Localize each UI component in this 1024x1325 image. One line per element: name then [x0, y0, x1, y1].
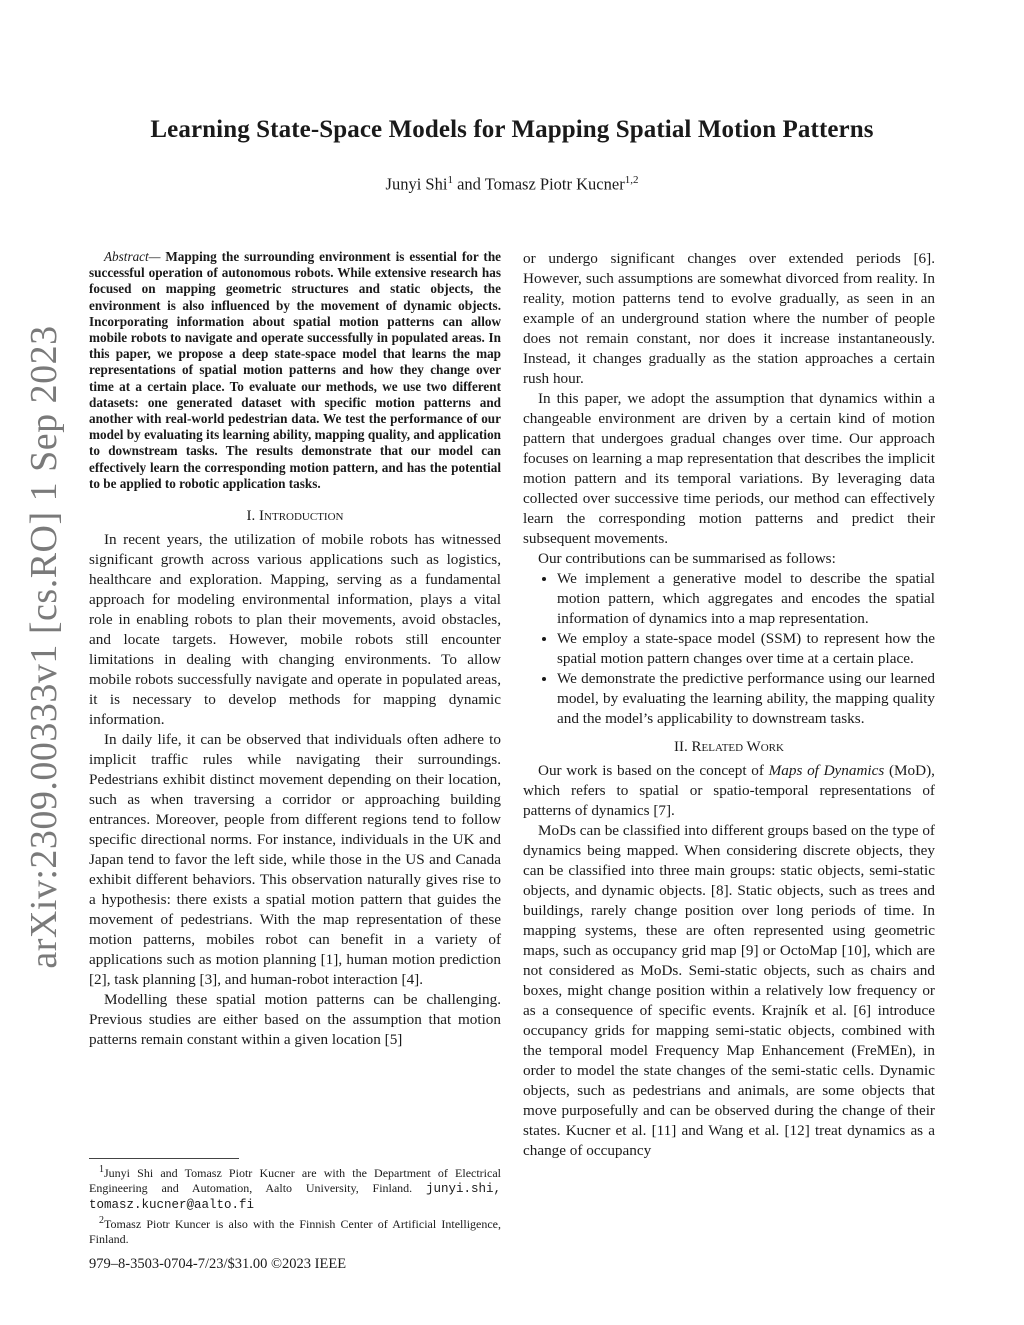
related-p1-pre: Our work is based on the concept of — [538, 762, 764, 779]
author-1-name: Junyi Shi — [385, 174, 448, 194]
footnote-1 — [89, 1162, 501, 1213]
footnote-rule — [89, 1158, 239, 1159]
intro-paragraph-4: In this paper, we adopt the assumption that dynamics within a changeable environment are driven by a certain kind of motion pattern that undergoes gradual changes over time. Our approach focuses on learning a map representation that describes the implicit motion pattern and its temporal variations. By leveraging data collected over successive time periods, our method can effectively learn the corresponding motion patterns and predict their subsequent movements. — [523, 390, 935, 547]
paper-title: Learning State-Space Models for Mapping Spatial Motion Patterns — [150, 116, 874, 143]
intro-paragraph-3: Modelling these spatial motion patterns can be challenging. Previous studies are either based on the assumption that motion patterns remain constant within a given location [5] — [89, 991, 501, 1049]
related-paragraph-2: MoDs can be classified into different groups based on the type of dynamics being mapped. When considering discrete objects, they can be classified into three main groups: static objects, semi-static objects, and dynamic objects. [8]. Static objects, such as trees and buildings, rarely change position over long periods of time. In mapping systems, these are often represented using geometric maps, such as occupancy grid map [9] or OctoMap [10], which are not considered as MoDs. Semi-static objects, such as chairs and boxes, might change position within a relatively low frequency or as a consequence of specific events. Krajník et al. [6] introduce occupancy grids for mapping semi-static objects, combined with the temporal model Frequency Map Enhancement (FreMEn), in order to model the state changes of the semi-static cells. Dynamic objects, such as pedestrians and animals, are some objects that move purposefully and can be observed during the change of their states. Kucner et al. [11] and Wang et al. [12] treat dynamics as a change of occupancy — [523, 822, 935, 1159]
right-column — [523, 249, 935, 1161]
author-line — [0, 174, 1024, 195]
footnote-2 — [89, 1213, 501, 1247]
abstract-text: Mapping the surrounding environment is essential for the successful operation of autonomous robots. While extensive research has focused on mapping geometric structures and static objects, the environment is also influenced by the movement of dynamic objects. Incorporating information about spatial motion patterns can allow mobile robots to navigate and operate successfully in populated areas. In this paper, we propose a deep state-space model that learns the map representations of spatial motion patterns and how they change over time at a certain place. To evaluate our methods, we use two different datasets: one generated dataset with specific motion patterns and another with real-world pedestrian data. We test the performance of our model by evaluating its learning ability, mapping quality, and application to downstream tasks. The results demonstrate that our model can effectively learn the corresponding motion pattern, and has the potential to be applied to robotic application tasks. — [89, 249, 502, 491]
copyright-notice: 979–8-3503-0704-7/23/$31.00 ©2023 IEEE — [89, 1256, 347, 1272]
arxiv-stamp: arXiv:2309.00333v1 [cs.RO] 1 Sep 2023 — [23, 325, 65, 969]
footnote-1-mark: 1 — [99, 1164, 104, 1175]
intro-paragraph-1: In recent years, the utilization of mobile robots has witnessed significant growth across various applications such as logistics, healthcare and exploration. Mapping, serving as a fundamental approach for modeling environmental information, plays a vital role in enabling robots to plan their movements, avoid obstacles, and locate targets. However, mobile robots still encounter limitations in dealing with changing environments. To allow mobile robots successfully navigate and operate in populated areas, it is necessary to develop methods for mapping dynamic information. — [89, 531, 501, 729]
author-2-affiliation: 1,2 — [624, 174, 639, 186]
contribution-item: • We demonstrate the predictive performance using our learned model, by evaluating the learning ability, the mapping quality and the model’s applicability to downstream tasks. — [557, 669, 935, 729]
section-title: Introduction — [259, 508, 344, 525]
section-heading-related-work — [523, 737, 935, 757]
intro-paragraph-3-continued: or undergo significant changes over extended periods [6]. However, such assumptions are somewhat divorced from reality. In reality, motion patterns tend to evolve gradually, as seen in an example of an underground station where the number of people does not remain constant, nor does it increase instantaneously. Instead, it changes gradually as the station approaches a certain rush hour. — [523, 250, 935, 387]
section-numeral: II. — [674, 739, 688, 755]
footnote-2-mark: 2 — [99, 1215, 104, 1226]
contribution-item: • We employ a state-space model (SSM) to represent how the spatial motion pattern changes over time at a certain place. — [557, 629, 935, 669]
section-title: Related Work — [691, 739, 784, 755]
footnote-1-email: junyi.shi, tomasz.kucner@aalto.fi — [89, 1182, 502, 1212]
author-2-name: Tomasz Piotr Kucner — [484, 174, 625, 194]
abstract-label: Abstract— — [104, 249, 161, 264]
related-paragraph-1 — [523, 761, 935, 821]
author-1-affiliation: 1 — [447, 174, 453, 186]
contributions-lead: Our contributions can be summarised as follows: — [538, 550, 836, 567]
section-numeral: I. — [246, 508, 256, 525]
footnote-1-text: Junyi Shi and Tomasz Piotr Kucner are with the Department of Electrical Engineering and Automation, Aalto University, Finland. — [89, 1166, 501, 1195]
related-p1-term: Maps of Dynamics — [768, 762, 885, 779]
left-column — [89, 249, 501, 1050]
related-p1-post: (MoD), which refers to spatial or spatio-temporal representations of patterns of dynamics [7]. — [523, 762, 935, 819]
footnote-2-text: Tomasz Piotr Kuncer is also with the Finnish Center of Artificial Intelligence, Finland. — [89, 1217, 501, 1246]
intro-paragraph-2: In daily life, it can be observed that individuals often adhere to implicit traffic rules while navigating their surroundings. Pedestrians exhibit distinct movement depending on their location, such as when traversing a corridor or approaching building entrances. Moreover, people from different regions tend to follow specific directional norms. For instance, individuals in the UK and Japan tend to favor the left side, while those in the US and Canada exhibit different behaviors. This observation naturally gives rise to a hypothesis: there exists a spatial motion pattern that guides the movement of pedestrians. With the map representation of these motion patterns, mobiles robot can benefit in a variety of applications such as motion planning [1], human motion prediction [2], task planning [3], and human-robot interaction [4]. — [89, 731, 501, 989]
contributions-list — [523, 569, 935, 729]
footnotes — [89, 1158, 501, 1247]
section-heading-introduction — [89, 506, 501, 526]
author-conjunction: and — [457, 174, 481, 194]
abstract — [89, 249, 501, 492]
contribution-item: • We implement a generative model to describe the spatial motion pattern, which aggregates and encodes the spatial information of dynamics into a map representation. — [557, 569, 935, 629]
